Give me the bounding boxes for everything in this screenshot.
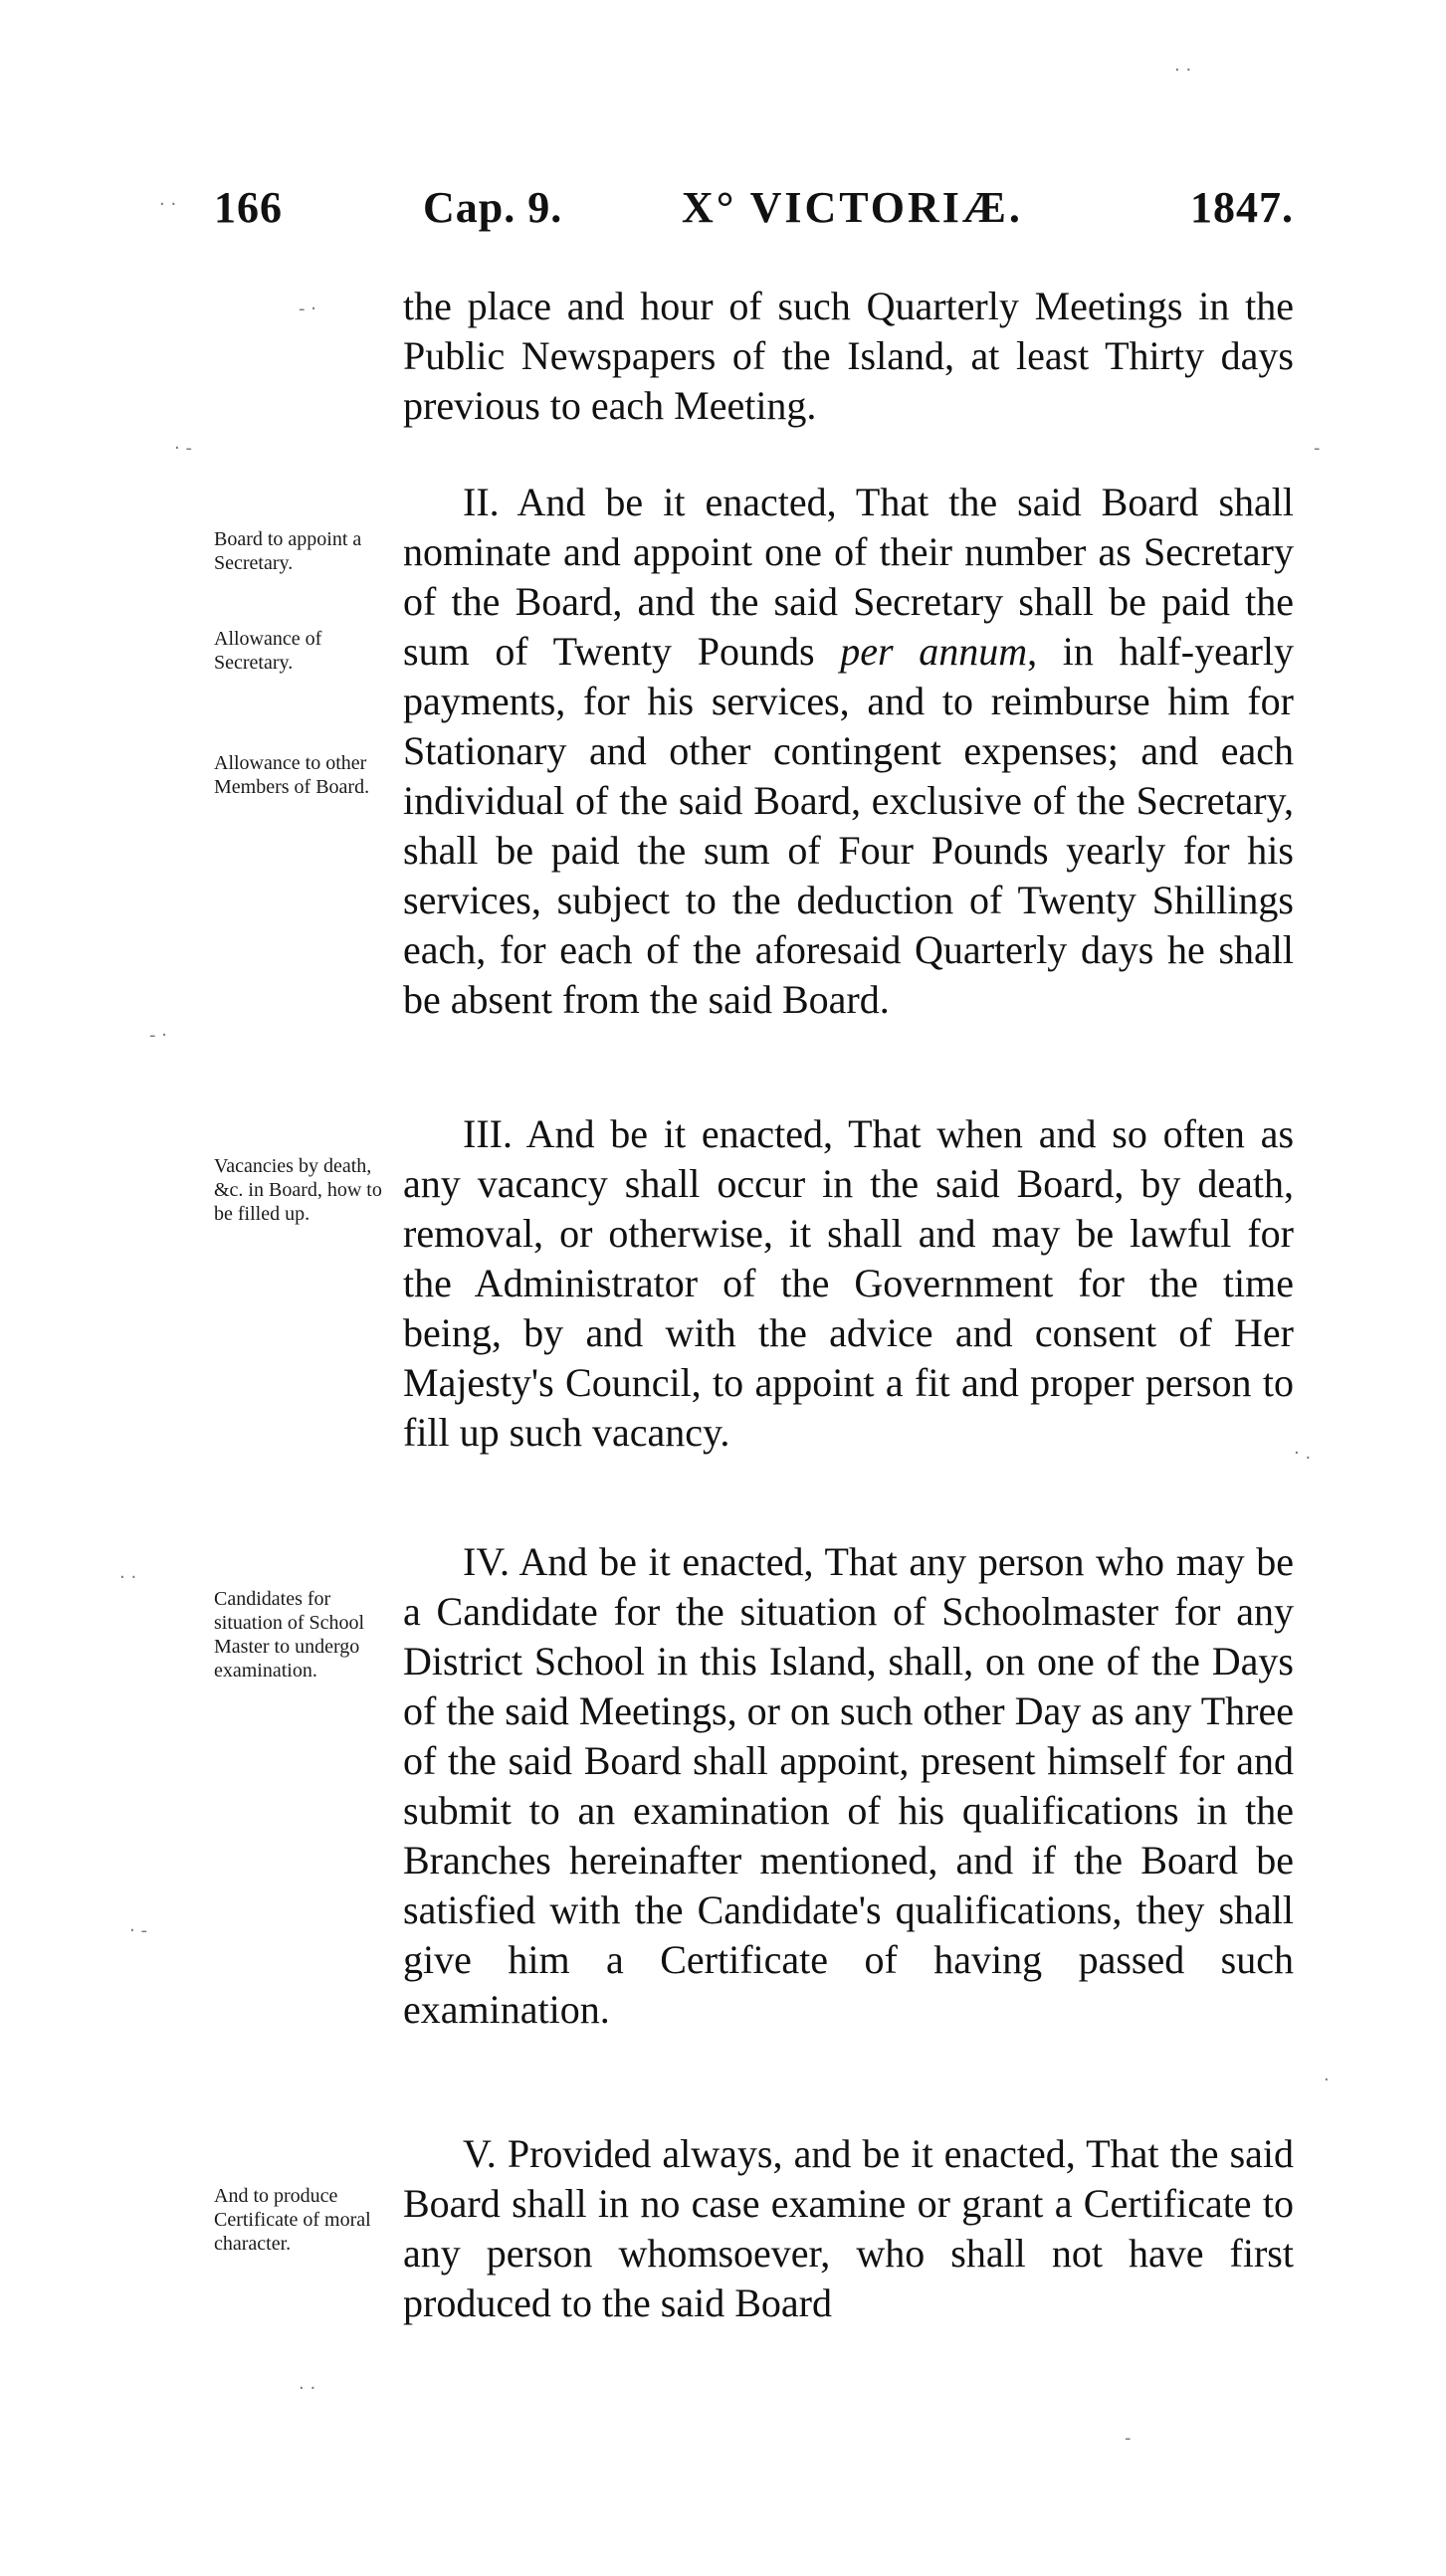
section-3-text: And be it enacted, That when and so often as any vacancy shall occur in the said Board, by death, removal, or otherwise, it shall and may be lawful for the Administrator of the Government for the time being, by and with the advice and consent of Her Majesty's Council, to appoint a fit and proper person to fill up such vacancy. <box>403 1111 1295 1455</box>
scan-speck: · - <box>174 438 192 459</box>
section-4 <box>403 1537 1294 2035</box>
chapter-label: Cap. 9. <box>423 183 563 232</box>
running-head <box>214 182 1294 242</box>
scan-speck: · . <box>1294 1443 1312 1464</box>
section-5-paragraph <box>403 2129 1294 2328</box>
scan-speck: - · <box>299 298 316 319</box>
margin-note-board-secretary: Board to appoint a Secretary. <box>214 528 362 574</box>
scan-speck: - <box>1125 2428 1132 2449</box>
page-number: 166 <box>214 183 283 232</box>
section-2-italic: per annum <box>840 629 1028 674</box>
scan-speck: · · <box>299 2378 316 2399</box>
section-4-text: And be it enacted, That any person who may be a Candidate for the situation of Schoolmaster for any District School in this Island, shall, on one of the Days of the said Meetings, or on such other Day as any Three of the said Board shall appoint, present himself for and submit to an examination of his qualifications in the Branches hereinafter mentioned, and if the Board be satisfied with the Candidate's qualifications, they shall give him a Certificate of having passed such examination. <box>403 1539 1294 2032</box>
section-3-number: III. <box>463 1111 513 1156</box>
scan-speck: · · <box>1174 60 1192 81</box>
section-2-paragraph <box>403 478 1294 1025</box>
scan-speck: · <box>1324 2070 1330 2090</box>
section-5-number: V. <box>463 2131 497 2176</box>
section-2-number: II. <box>463 480 500 524</box>
continuation-block <box>403 282 1294 431</box>
section-2 <box>403 478 1294 1025</box>
margin-note-candidates: Candidates for situation of School Master to undergo examination. <box>214 1588 365 1682</box>
continuation-paragraph: the place and hour of such Quarterly Meetings in the Public Newspapers of the Island, at least Thirty days previous to each Meeting. <box>403 284 1294 428</box>
scan-speck: - · <box>149 1025 167 1046</box>
section-3 <box>403 1109 1294 1458</box>
margin-note-members-allowance: Allowance to other Members of Board. <box>214 752 370 798</box>
section-4-number: IV. <box>463 1539 511 1584</box>
scan-speck: · - <box>129 1920 147 1941</box>
margin-note-moral-certificate: And to produce Certificate of moral character. <box>214 2185 371 2255</box>
scan-speck: . . <box>159 189 177 210</box>
section-3-paragraph <box>403 1109 1294 1458</box>
section-2-text: And be it enacted, That the said Board shall nominate and appoint one of their number as Secretary of the Board, and the said Secretary shall be paid the sum of Twenty Pounds <box>403 480 1294 674</box>
margin-note-secretary-allowance: Allowance of Secretary. <box>214 628 322 674</box>
section-5 <box>403 2129 1294 2328</box>
section-4-paragraph <box>403 1537 1294 2035</box>
year-label: 1847. <box>1190 183 1294 232</box>
reign-label: X° VICTORIÆ. <box>682 183 1023 232</box>
margin-note-vacancies: Vacancies by death, &c. in Board, how to be filled up. <box>214 1155 382 1225</box>
scan-speck: · · <box>119 1567 137 1588</box>
section-2-text-after: , in half-yearly payments, for his services, and to reimburse him for Stationary and other contingent expenses; and each individual of the said Board, exclusive of the Secretary, shall be paid the sum of Four Pounds yearly for his services, subject to the deduction of Twenty Shillings each, for each of the aforesaid Quarterly days he shall be absent from the said Board. <box>403 629 1295 1022</box>
scan-speck: - <box>1314 438 1321 459</box>
section-5-text: Provided always, and be it enacted, That the said Board shall in no case examine or grant a Certificate to any person whomsoever, who shall not have first produced to the said Board <box>403 2131 1295 2325</box>
